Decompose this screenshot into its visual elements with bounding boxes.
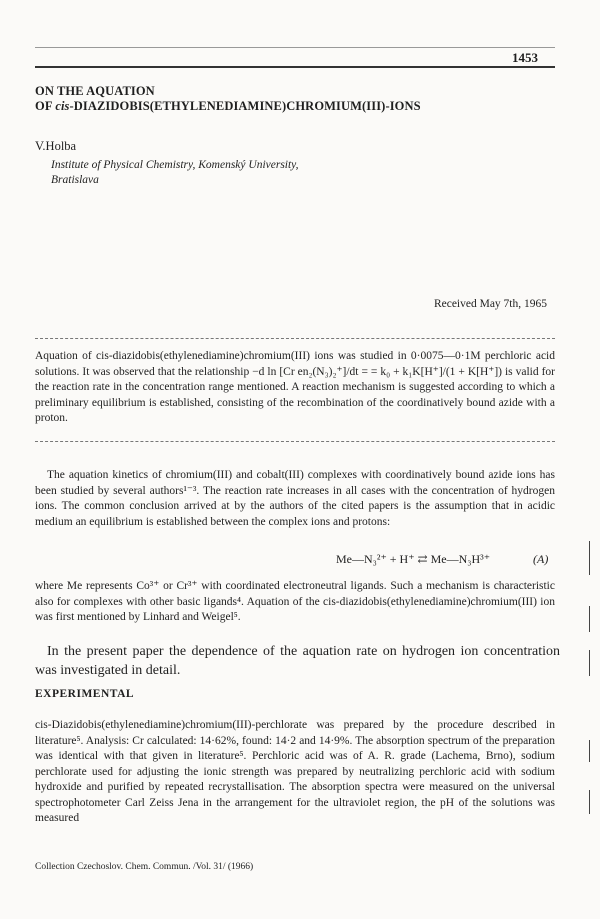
equation-label: (A) (533, 552, 549, 566)
experimental-heading: EXPERIMENTAL (35, 688, 135, 700)
header-rule (35, 47, 555, 48)
margin-mark (589, 606, 590, 632)
experimental-paragraph: cis-Diazidobis(ethylenediamine)chromium(III)-perchlorate was prepared by the procedure described in literature⁵. Analysis: Cr calculated: 14·62%, found: 14·2 and 14·9%. The absorption spectrum of the preparation was identical with that given in literature⁵. Perchloric acid was of A. R. grade (Lachema, Brno), sodium perchlorate used for adjusting the ionic strength was prepared by neutralizing perchloric acid with sodium hydroxide and purified by repeated recrystallisation. The absorption spectra were measured on the universal spectrophotometer Carl Zeiss Jena in the arrangement for the ultraviolet region, the pH of the solutions was measured (35, 719, 555, 824)
abstract-bottom-rule (35, 441, 555, 442)
abstract-top-rule (35, 338, 555, 339)
header-rule-bottom (35, 66, 555, 68)
author-name: V.Holba (35, 139, 77, 153)
title-line-1: ON THE AQUATION (35, 84, 155, 98)
margin-mark (589, 740, 590, 762)
page-number: 1453 (512, 50, 538, 65)
abstract: Aquation of cis-diazidobis(ethylenediamine)chromium(III) ions was studied in 0·0075—0·1M perchloric acid solutions. It was observed that the relationship −d ln [Cr en₂(N₃)₂⁺]/dt = = k₀ + k₁K[H⁺]/(1 + K[H⁺]) is valid for the reaction rate in the concentration range mentioned. A reaction mechanism is suggested according to which a preliminary equilibrium is established, consisting of the recombination of the coordinatively bound azide with a proton. (35, 350, 555, 424)
margin-mark (589, 790, 590, 814)
intro-paragraph: The aquation kinetics of chromium(III) and cobalt(III) complexes with coordinatively bound azide ions has been studied by several authors¹⁻³. The reaction rate increases in all cases with the concentration of hydrogen ions. The common conclusion arrived at by the authors of the cited papers is the assumption that in acidic medium an equilibrium is established between the complex ions and protons: (35, 469, 555, 528)
title-line-2: OF cis-DIAZIDOBIS(ETHYLENEDIAMINE)CHROMIUM(III)-IONS (35, 99, 421, 113)
paper-title (35, 84, 421, 114)
journal-footer: Collection Czechoslov. Chem. Commun. /Vol. 31/ (1966) (35, 862, 254, 872)
author-affiliation: Institute of Physical Chemistry, Komenský University, Bratislava (51, 159, 299, 186)
margin-mark (589, 541, 590, 575)
received-date: Received May 7th, 1965 (433, 298, 547, 310)
present-paper-paragraph: In the present paper the dependence of the aquation rate on hydrogen ion concentration was investigated in detail. (35, 644, 560, 678)
margin-mark (589, 650, 590, 676)
where-paragraph: where Me represents Co³⁺ or Cr³⁺ with coordinated electroneutral ligands. Such a mechanism is characteristic also for complexes with other basic ligands⁴. Aquation of the cis-diazidobis(ethylenediamine)chromium(III) ion was first mentioned by Linhard and Weigel⁵. (35, 580, 555, 623)
equation-a: Me—N₃²⁺ + H⁺ ⇄ Me—N₃H³⁺ (336, 552, 491, 566)
